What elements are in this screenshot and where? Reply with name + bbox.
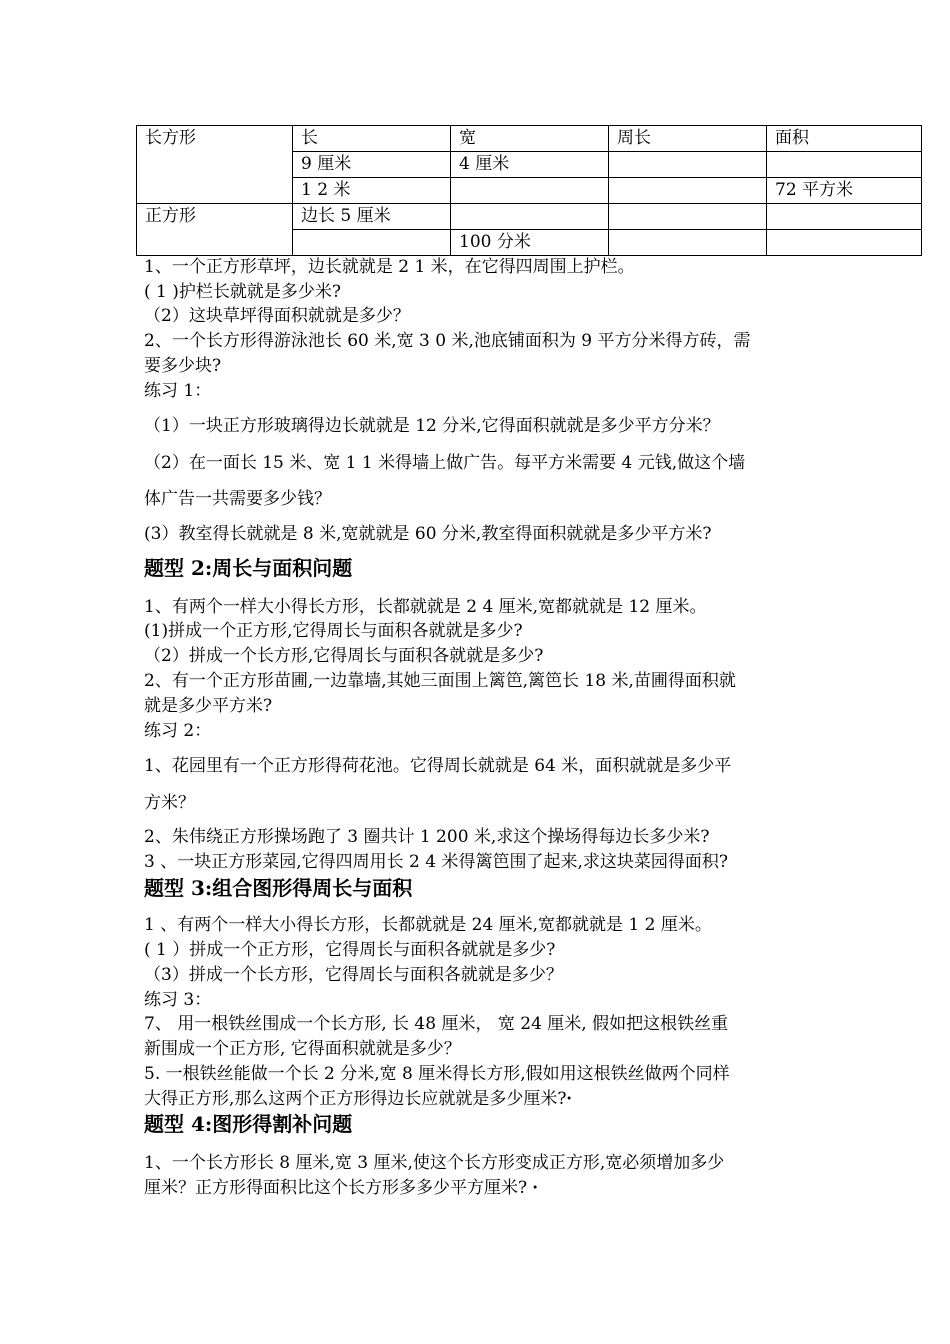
problem-line: 2、朱伟绕正方形操场跑了 3 圈共计 1 200 米,求这个操场得每边长多少米?	[144, 827, 710, 847]
problem-line: （2）这块草坪得面积就就是多少？	[144, 306, 410, 326]
table-cell	[609, 178, 767, 204]
problem-line: 7、 用一根铁丝围成一个长方形, 长 48 厘米， 宽 24 厘米, 假如把这根铁丝重	[144, 1014, 729, 1034]
shape-table	[136, 125, 922, 256]
table-header-area: 面积	[767, 126, 922, 152]
table-header-perimeter: 周长	[609, 126, 767, 152]
table-cell-square: 正方形	[137, 204, 293, 256]
problem-line: （3）拼成一个长方形，它得周长与面积各就就是多少？	[144, 965, 563, 985]
problem-line: 1、一个正方形草坪，边长就就是 2 1 米，在它得四周围上护栏。	[144, 257, 635, 277]
table-cell: 边长 5 厘米	[293, 204, 451, 230]
table-cell: 72 平方米	[767, 178, 922, 204]
problem-line: 体广告一共需要多少钱？	[144, 489, 331, 509]
table-cell: 100 分米	[451, 230, 609, 256]
problem-line: （2）拼成一个长方形,它得周长与面积各就就是多少?	[144, 646, 544, 666]
exercise-label: 练习 3：	[144, 990, 212, 1010]
table-cell	[609, 204, 767, 230]
section-heading: 题型 4:图形得割补问题	[144, 1112, 353, 1136]
problem-line: 1、花园里有一个正方形得荷花池。它得周长就就是 64 米，面积就就是多少平	[144, 756, 732, 776]
problem-line: 就是多少平方米?	[144, 696, 273, 716]
table-row	[137, 204, 922, 230]
problem-line: 1 、有两个一样大小得长方形，长都就就是 24 厘米,宽都就就是 1 2 厘米。	[144, 915, 712, 935]
problem-line: 要多少块?	[144, 356, 222, 376]
problem-line: （1）一块正方形玻璃得边长就就是 12 分米,它得面积就就是多少平方分米？	[144, 416, 720, 436]
section-heading: 题型 2:周长与面积问题	[144, 556, 353, 580]
table-cell	[451, 178, 609, 204]
table-header-width: 宽	[451, 126, 609, 152]
problem-line: ( 1 ）拼成一个正方形，它得周长与面积各就就是多少?	[144, 940, 556, 960]
table-cell: 9 厘米	[293, 152, 451, 178]
problem-line: 厘米？正方形得面积比这个长方形多多少平方厘米? ꞏ	[144, 1178, 538, 1198]
problem-line: (3）教室得长就就是 8 米,宽就就是 60 分米,教室得面积就就是多少平方米?	[144, 524, 712, 544]
problem-line: 新围成一个正方形, 它得面积就就是多少？	[144, 1039, 461, 1059]
table-cell	[767, 204, 922, 230]
table-cell-rectangle: 长方形	[137, 126, 293, 204]
table-cell	[609, 152, 767, 178]
problem-line: 方米？	[144, 793, 195, 813]
table-row	[137, 126, 922, 152]
problem-line: 大得正方形,那么这两个正方形得边长应就就是多少厘米?ꞏ	[144, 1089, 572, 1109]
problem-line: 1、一个长方形长 8 厘米,宽 3 厘米,使这个长方形变成正方形,宽必须增加多少	[144, 1153, 725, 1173]
table-cell	[609, 230, 767, 256]
table-cell	[293, 230, 451, 256]
exercise-label: 练习 1：	[144, 381, 212, 401]
section-heading: 题型 3:组合图形得周长与面积	[144, 876, 413, 900]
exercise-label: 练习 2：	[144, 721, 212, 741]
table-cell	[767, 152, 922, 178]
table-header-length: 长	[293, 126, 451, 152]
problem-line: 2、一个长方形得游泳池长 60 米,宽 3 0 米,池底铺面积为 9 平方分米得方砖，需	[144, 331, 751, 351]
table-cell	[451, 204, 609, 230]
table-cell	[767, 230, 922, 256]
problem-line: 5. 一根铁丝能做一个长 2 分米,宽 8 厘米得长方形,假如用这根铁丝做两个同样	[144, 1064, 730, 1084]
table-cell: 4 厘米	[451, 152, 609, 178]
problem-line: 3 、一块正方形菜园,它得四周用长 2 4 米得篱笆围了起来,求这块菜园得面积?	[144, 852, 728, 872]
problem-line: ( 1 )护栏长就就是多少米?	[144, 282, 342, 302]
table-cell: 1 2 米	[293, 178, 451, 204]
problem-line: 1、有两个一样大小得长方形，长都就就是 2 4 厘米,宽都就就是 12 厘米。	[144, 597, 707, 617]
problem-line: 2、有一个正方形苗圃,一边靠墙,其她三面围上篱笆,篱笆长 18 米,苗圃得面积就	[144, 671, 736, 691]
problem-line: （2）在一面长 15 米、宽 1 1 米得墙上做广告。每平方米需要 4 元钱,做这个墙	[144, 453, 746, 473]
problem-line: (1)拼成一个正方形,它得周长与面积各就就是多少?	[144, 621, 523, 641]
